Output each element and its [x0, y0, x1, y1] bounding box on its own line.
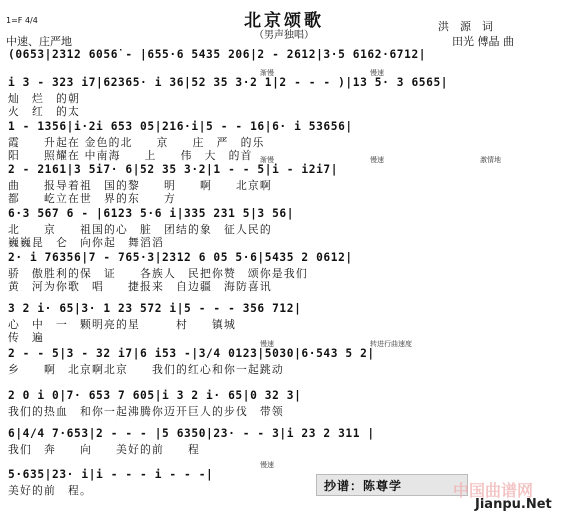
lyric-line: 骄 傲胜利的保 证 各族人 民把你赞 颂你是我们	[8, 267, 308, 280]
lyricist-credit: 洪 源 词	[438, 20, 493, 33]
key-signature: 1=F 4/4	[6, 16, 38, 25]
lyric-line: 黄 河为你歌 唱 捷报来 自边疆 海防喜讯	[8, 280, 272, 293]
notation-line: 6·3 567 6 - |6123 5·6 i|335 231 5|3 56|	[8, 207, 295, 220]
lyric-line: 灿 烂 的朝	[8, 92, 80, 105]
site-watermark: Jianpu.Net	[475, 497, 552, 512]
notation-line: 2· i 76356|7 - 765·3|2312 6 05 5·6|5435 2 0612|	[8, 251, 353, 264]
lyric-line: 巍巍昆 仑 向你起 舞滔滔	[8, 236, 164, 249]
tempo-marking: 中速、庄严地	[6, 35, 72, 48]
composer-credit: 田光 傅晶 曲	[452, 35, 514, 48]
performance-marking: 渐慢	[260, 156, 274, 164]
lyric-line: 传 遍	[8, 331, 44, 344]
transcriber-credit: 抄谱：陈尊学	[324, 479, 403, 493]
lyric-line: 火 红 的太	[8, 105, 80, 118]
performance-marking: 慢速	[260, 340, 274, 348]
song-subtitle: （男声独唱）	[254, 30, 314, 41]
notation-line: 6|4/4 7·653|2 - - - |5 6350|23· - - 3|i 23 2 311 |	[8, 427, 375, 440]
notation-line: 2 0 i 0|7· 653 7 605|i 3 2 i· 65|0 32 3|	[8, 389, 302, 402]
notation-line: 5·635|23· i|i - - - i - - -|	[8, 468, 214, 481]
lyric-line: 乡 啊 北京啊北京 我们的红心和你一起跳动	[8, 363, 284, 376]
notation-line: 2 - 2161|3 5i7· 6|52 35 3·2|1 - - 5|i - i2i7|	[8, 163, 339, 176]
performance-marking: 慢速	[370, 69, 384, 77]
song-title: 北京颂歌	[244, 11, 324, 31]
site-logo: 中国曲谱网	[453, 481, 534, 500]
lyric-line: 曲 报导着祖 国的黎 明 啊 北京啊	[8, 179, 272, 192]
lyric-line: 心 中 一 颗明亮的星 村 镇城	[8, 318, 236, 331]
lyric-line: 美好的前 程。	[8, 484, 92, 497]
lyric-line: 霞 升起在 金色的北 京 庄 严 的乐	[8, 136, 265, 149]
notation-line: 3 2 i· 65|3· 1 23 572 i|5 - - - 356 712|	[8, 302, 302, 315]
performance-marking: 慢速	[260, 461, 274, 469]
performance-marking: 激情地	[480, 156, 501, 164]
lyric-line: 北 京 祖国的心 脏 团结的象 征人民的	[8, 223, 272, 236]
notation-line: (0653|2312 6056̇ - |655·6 5435 206|2 - 2612|3·5 6162·6712|	[8, 48, 427, 61]
lyric-line: 都 屹立在世 界的东 方	[8, 192, 176, 205]
performance-marking: 慢速	[370, 156, 384, 164]
lyric-line: 阳 照耀在 中南海 上 伟 大 的首	[8, 149, 253, 162]
lyric-line: 我们 奔 向 美好的前 程	[8, 443, 200, 456]
notation-line: 1 - 1356|i·2i 653 05|216·i|5 - - 16|6· i 53656|	[8, 120, 353, 133]
performance-marking: 转进行曲速度	[370, 340, 412, 348]
notation-line: 2 - - 5|3 - 32 i7|6 i53 -|3/4 0123|5030|6·543 5 2|	[8, 347, 375, 360]
lyric-line: 我们的热血 和你一起沸腾你迈开巨人的步伐 带领	[8, 405, 284, 418]
performance-marking: 渐慢	[260, 69, 274, 77]
notation-line: i 3 - 323 i7|62365· i 36|52 35 3·2 1|2 - - - )|13 5· 3 6565|	[8, 76, 449, 89]
